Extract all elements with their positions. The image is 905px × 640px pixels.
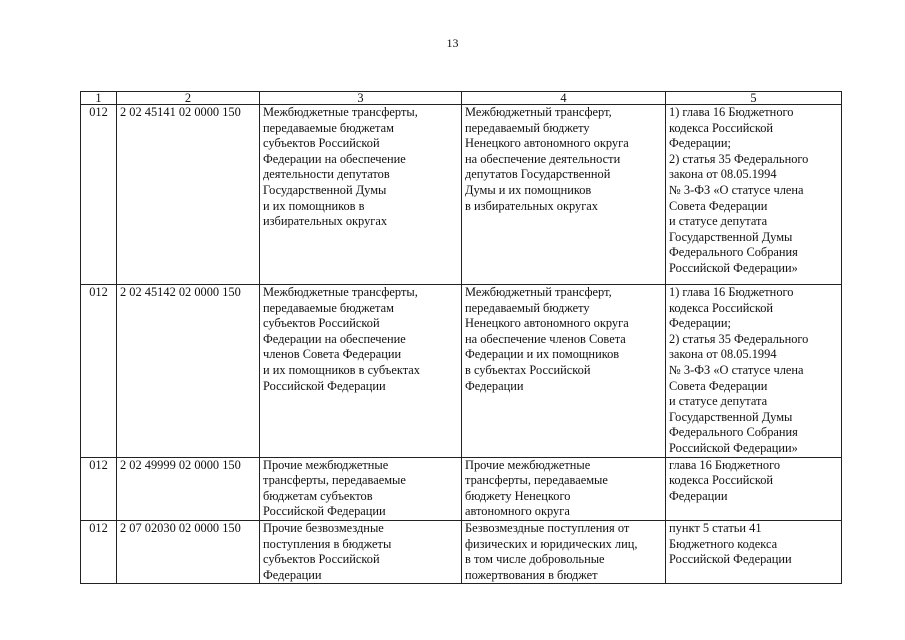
cell-line: деятельности депутатов: [263, 167, 390, 182]
admin-code-cell: 012: [81, 457, 117, 520]
cell-line: Российской Федерации: [669, 552, 792, 567]
revenue-name-cell: [260, 285, 462, 458]
cell-line: Федерации на обеспечение: [263, 151, 406, 166]
cell-line: глава 16 Бюджетного: [669, 457, 781, 472]
header-col-4: 4: [462, 92, 666, 105]
table-header-row: [81, 92, 842, 105]
cell-line: 1) глава 16 Бюджетного: [669, 285, 794, 299]
legal-basis-cell: [666, 520, 842, 583]
cell-line: Бюджетного кодекса: [669, 536, 778, 551]
cell-line: № 3-ФЗ «О статусе члена: [669, 362, 804, 377]
cell-line: Прочие межбюджетные: [465, 457, 591, 472]
revenue-name-cell: [260, 520, 462, 583]
cell-line: кодекса Российской: [669, 120, 774, 135]
cell-line: и их помощников в субъектах: [263, 362, 420, 377]
cell-line: Федерации и их помощников: [465, 347, 620, 362]
cell-line: субъектов Российской: [263, 316, 380, 331]
budget-classification-code-cell: 2 02 45141 02 0000 150: [117, 105, 260, 285]
header-col-1: 1: [81, 92, 117, 105]
page-number: 13: [446, 36, 459, 50]
cell-line: и их помощников в: [263, 198, 365, 213]
cell-line: 2) статья 35 Федерального: [669, 151, 809, 166]
cell-line: в субъектах Российской: [465, 362, 591, 377]
cell-line: Федерации на обеспечение: [263, 331, 406, 346]
cell-line: Российской Федерации»: [669, 440, 798, 455]
cell-line: Межбюджетный трансферт,: [465, 285, 612, 299]
cell-line: в том числе добровольные: [465, 552, 605, 567]
cell-line: трансферты, передаваемые: [465, 473, 608, 488]
legal-basis-cell: [666, 105, 842, 285]
budget-classification-code-cell: 2 07 02030 02 0000 150: [117, 520, 260, 583]
cell-line: Думы и их помощников: [465, 182, 592, 197]
cell-line: кодекса Российской: [669, 473, 774, 488]
cell-line: передаваемый бюджету: [465, 120, 590, 135]
cell-line: Межбюджетный трансферт,: [465, 105, 612, 119]
cell-line: в избирательных округах: [465, 198, 598, 213]
cell-line: Межбюджетные трансферты,: [263, 105, 418, 119]
cell-line: Федерации: [465, 378, 524, 393]
cell-line: Государственной Думы: [669, 409, 793, 424]
cell-line: Государственной Думы: [669, 229, 793, 244]
cell-line: Государственной Думы: [263, 182, 387, 197]
revenue-detail-cell: [462, 457, 666, 520]
cell-line: Федерации;: [669, 316, 731, 331]
table-row: [81, 457, 842, 520]
table-row: [81, 105, 842, 285]
cell-line: Российской Федерации: [263, 504, 386, 519]
header-col-5: 5: [666, 92, 842, 105]
cell-line: пожертвования в бюджет: [465, 567, 598, 582]
budget-classification-code-cell: 2 02 49999 02 0000 150: [117, 457, 260, 520]
cell-line: Российской Федерации: [263, 378, 386, 393]
cell-line: закона от 08.05.1994: [669, 167, 777, 182]
revenue-name-cell: [260, 457, 462, 520]
cell-line: трансферты, передаваемые: [263, 473, 406, 488]
header-col-3: 3: [260, 92, 462, 105]
cell-line: депутатов Государственной: [465, 167, 611, 182]
cell-line: Безвозмездные поступления от: [465, 520, 630, 535]
cell-line: передаваемый бюджету: [465, 300, 590, 315]
cell-line: бюджетам субъектов: [263, 488, 373, 503]
cell-line: субъектов Российской: [263, 552, 380, 567]
revenue-detail-cell: [462, 520, 666, 583]
cell-line: Российской Федерации»: [669, 260, 798, 275]
table-row: [81, 520, 842, 583]
revenue-name-cell: [260, 105, 462, 285]
cell-line: 2) статья 35 Федерального: [669, 331, 809, 346]
revenue-detail-cell: [462, 285, 666, 458]
revenue-detail-cell: [462, 105, 666, 285]
admin-code-cell: 012: [81, 105, 117, 285]
header-col-2: 2: [117, 92, 260, 105]
budget-codes-table: [80, 91, 842, 584]
cell-line: № 3-ФЗ «О статусе члена: [669, 182, 804, 197]
cell-line: избирательных округах: [263, 214, 388, 229]
table-row: [81, 285, 842, 458]
cell-line: Федерации: [263, 567, 322, 582]
admin-code-cell: 012: [81, 520, 117, 583]
cell-line: Совета Федерации: [669, 198, 768, 213]
cell-line: передаваемые бюджетам: [263, 120, 394, 135]
cell-line: кодекса Российской: [669, 300, 774, 315]
cell-line: Ненецкого автономного округа: [465, 136, 629, 151]
cell-line: пункт 5 статьи 41: [669, 520, 762, 535]
cell-line: поступления в бюджеты: [263, 536, 392, 551]
cell-line: закона от 08.05.1994: [669, 347, 777, 362]
admin-code-cell: 012: [81, 285, 117, 458]
cell-line: и статусе депутата: [669, 394, 768, 409]
cell-line: на обеспечение членов Совета: [465, 331, 626, 346]
cell-line: бюджету Ненецкого: [465, 488, 571, 503]
legal-basis-cell: [666, 457, 842, 520]
cell-line: автономного округа: [465, 504, 570, 519]
cell-line: Федерального Собрания: [669, 425, 798, 440]
cell-line: и статусе депутата: [669, 214, 768, 229]
cell-line: физических и юридических лиц,: [465, 536, 638, 551]
cell-line: Федерации: [669, 488, 728, 503]
cell-line: Ненецкого автономного округа: [465, 316, 629, 331]
cell-line: субъектов Российской: [263, 136, 380, 151]
cell-line: на обеспечение деятельности: [465, 151, 621, 166]
budget-classification-code-cell: 2 02 45142 02 0000 150: [117, 285, 260, 458]
cell-line: Прочие межбюджетные: [263, 457, 389, 472]
cell-line: передаваемые бюджетам: [263, 300, 394, 315]
cell-line: Прочие безвозмездные: [263, 520, 384, 535]
cell-line: Межбюджетные трансферты,: [263, 285, 418, 299]
cell-line: членов Совета Федерации: [263, 347, 402, 362]
cell-line: 1) глава 16 Бюджетного: [669, 105, 794, 119]
cell-line: Совета Федерации: [669, 378, 768, 393]
legal-basis-cell: [666, 285, 842, 458]
cell-line: Федерации;: [669, 136, 731, 151]
cell-line: Федерального Собрания: [669, 245, 798, 260]
